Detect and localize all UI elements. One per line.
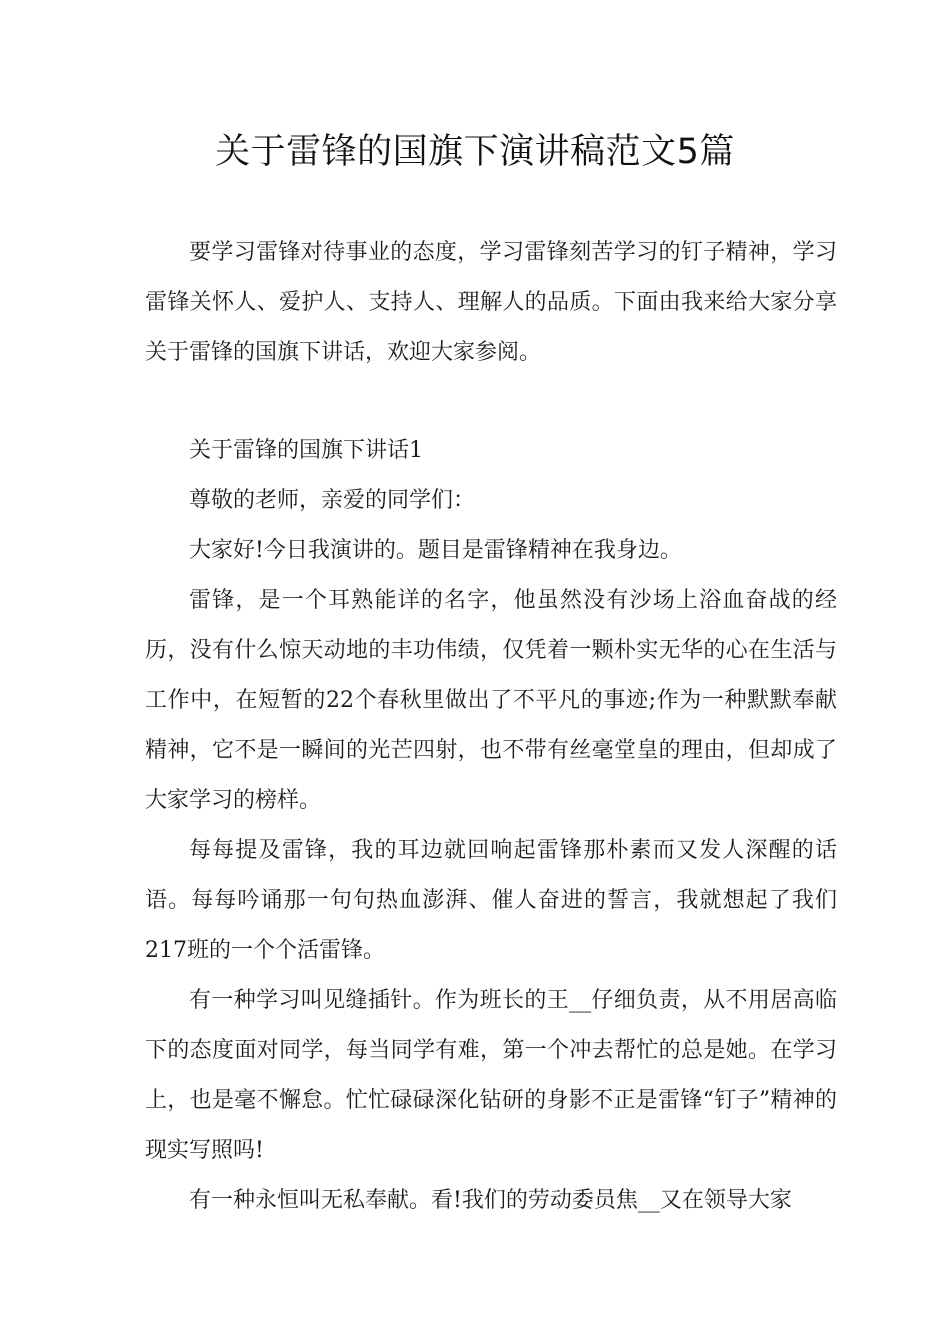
intro-block	[145, 228, 837, 378]
body-paragraph: 雷锋，是一个耳熟能详的名字，他虽然没有沙场上浴血奋战的经历，没有什么惊天动地的丰功伟绩，仅凭着一颗朴实无华的心在生活与工作中，在短暂的22个春秋里做出了不平凡的事迹;作为一种默默奉献精神，它不是一瞬间的光芒四射，也不带有丝毫堂皇的理由，但却成了大家学习的榜样。	[145, 588, 837, 813]
document-title: 关于雷锋的国旗下演讲稿范文5篇	[215, 132, 735, 172]
section-heading: 关于雷锋的国旗下讲话1	[189, 438, 423, 463]
body-paragraph: 有一种永恒叫无私奉献。看!我们的劳动委员焦__又在领导大家	[189, 1188, 792, 1213]
body-paragraph: 有一种学习叫见缝插针。作为班长的王__仔细负责，从不用居高临下的态度面对同学，每当同学有难，第一个冲去帮忙的总是她。在学习上，也是毫不懈怠。忙忙碌碌深化钻研的身影不正是雷锋“钉子”精神的现实写照吗!	[145, 988, 837, 1163]
speech-section	[145, 426, 837, 1226]
body-paragraph: 每每提及雷锋，我的耳边就回响起雷锋那朴素而又发人深醒的话语。每每吟诵那一句句热血澎湃、催人奋进的誓言，我就想起了我们217班的一个个活雷锋。	[145, 838, 837, 963]
greeting-paragraph: 大家好!今日我演讲的。题目是雷锋精神在我身边。	[189, 538, 682, 563]
intro-paragraph: 要学习雷锋对待事业的态度，学习雷锋刻苦学习的钉子精神，学习雷锋关怀人、爱护人、支持人、理解人的品质。下面由我来给大家分享关于雷锋的国旗下讲话，欢迎大家参阅。	[145, 240, 837, 365]
salutation: 尊敬的老师，亲爱的同学们：	[189, 488, 476, 513]
